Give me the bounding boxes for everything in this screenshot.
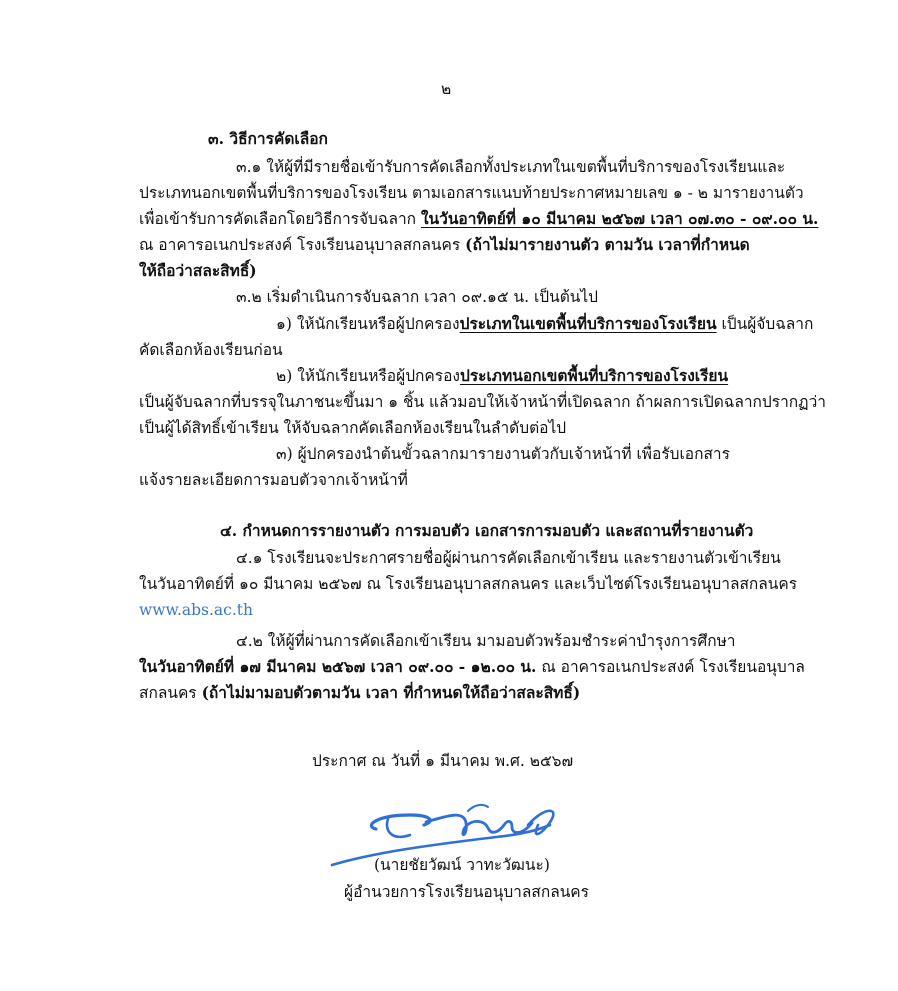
item-2-text: ๒) ให้นักเรียนหรือผู้ปกครอง: [276, 367, 460, 385]
para-3-1-line4: [139, 235, 750, 255]
section3-heading: ๓. วิธีการคัดเลือก: [208, 129, 328, 148]
item-2-out-area: ประเภทนอกเขตพื้นที่บริการของโรงเรียน: [460, 366, 729, 385]
item-1-in-area: ประเภทในเขตพื้นที่บริการของโรงเรียน: [459, 314, 717, 333]
item-2-line2: เป็นผู้จับฉลากที่บรรจุในภาชนะขึ้นมา ๑ ชิ้น แล้วมอบให้เจ้าหน้าที่เปิดฉลาก ถ้าผลการเปิดฉลากปรากฏว่า: [139, 393, 826, 411]
para-4-2-line1: ๔.๒ ให้ผู้ที่ผ่านการคัดเลือกเข้าเรียน มามอบตัวพร้อมชำระค่าบำรุงการศึกษา: [236, 632, 736, 650]
para-3-1-line2: ประเภทนอกเขตพื้นที่บริการของโรงเรียน ตามเอกสารแนบท้ายประกาศหมายเลข ๑ - ๒ มารายงานตัว: [139, 184, 804, 202]
para-3-1-line3-text: เพื่อเข้ารับการคัดเลือกโดยวิธีการจับฉลาก: [139, 210, 421, 228]
para-4-2-forfeit-note: (ถ้าไม่มามอบตัวตามวัน เวลา ที่กำหนดให้ถือว่าสละสิทธิ์): [201, 683, 581, 702]
para-4-2-line3: [139, 683, 580, 703]
para-4-1-line2: ในวันอาทิตย์ที่ ๑๐ มีนาคม ๒๕๖๗ ณ โรงเรียนอนุบาลสกลนคร และเว็บไซต์โรงเรียนอนุบาลสกลนคร: [139, 575, 798, 593]
para-3-1-forfeit-note: (ถ้าไม่มารายงานตัว ตามวัน เวลาที่กำหนด: [465, 235, 750, 254]
announce-date: ประกาศ ณ วันที่ ๑ มีนาคม พ.ศ. ๒๕๖๗: [312, 752, 574, 770]
item-1-text-end: เป็นผู้จับฉลาก: [716, 315, 814, 333]
para-3-1-date-time: ในวันอาทิตย์ที่ ๑๐ มีนาคม ๒๕๖๗ เวลา ๐๗.๓๐ - ๐๙.๐๐ น.: [420, 209, 819, 228]
item-1-line1: [276, 314, 813, 334]
page-number: ๒: [441, 80, 452, 98]
para-4-2-date-time: ในวันอาทิตย์ที่ ๑๗ มีนาคม ๒๕๖๗ เวลา ๐๙.๐๐ - ๑๒.๐๐ น.: [139, 657, 537, 676]
para-3-1-line5: ให้ถือว่าสละสิทธิ์): [139, 261, 257, 280]
item-1-line2: คัดเลือกห้องเรียนก่อน: [139, 341, 283, 359]
para-4-2-line2-text: ณ อาคารอเนกประสงค์ โรงเรียนอนุบาล: [536, 658, 805, 676]
para-3-2: ๓.๒ เริ่มดำเนินการจับฉลาก เวลา ๐๙.๑๕ น. เป็นต้นไป: [236, 288, 599, 306]
item-1-text: ๑) ให้นักเรียนหรือผู้ปกครอง: [276, 315, 460, 333]
para-3-1-line3: [139, 209, 818, 229]
para-4-2-line3-text: สกลนคร: [139, 684, 202, 702]
item-2-line3: เป็นผู้ได้สิทธิ์เข้าเรียน ให้จับฉลากคัดเลือกห้องเรียนในลำดับต่อไป: [139, 419, 567, 437]
item-2-line1: [276, 366, 728, 386]
para-3-1-line1: ๓.๑ ให้ผู้ที่มีรายชื่อเข้ารับการคัดเลือกทั้งประเภทในเขตพื้นที่บริการของโรงเรียนและ: [236, 158, 786, 176]
signer-title: ผู้อำนวยการโรงเรียนอนุบาลสกลนคร: [344, 883, 589, 901]
website-link[interactable]: www.abs.ac.th: [139, 601, 253, 619]
section4-heading: ๔. กำหนดการรายงานตัว การมอบตัว เอกสารการมอบตัว และสถานที่รายงานตัว: [220, 521, 754, 540]
item-3-line2: แจ้งรายละเอียดการมอบตัวจากเจ้าหน้าที่: [139, 471, 408, 489]
signer-name: (นายชัยวัฒน์ วาทะวัฒนะ): [374, 856, 550, 874]
para-4-2-line2: [139, 657, 805, 677]
para-3-1-line4-text: ณ อาคารอเนกประสงค์ โรงเรียนอนุบาลสกลนคร: [139, 236, 466, 254]
item-3-line1: ๓) ผู้ปกครองนำต้นขั้วฉลากมารายงานตัวกับเจ้าหน้าที่ เพื่อรับเอกสาร: [276, 445, 730, 463]
para-4-1-line1: ๔.๑ โรงเรียนจะประกาศรายชื่อผู้ผ่านการคัดเลือกเข้าเรียน และรายงานตัวเข้าเรียน: [236, 549, 781, 567]
